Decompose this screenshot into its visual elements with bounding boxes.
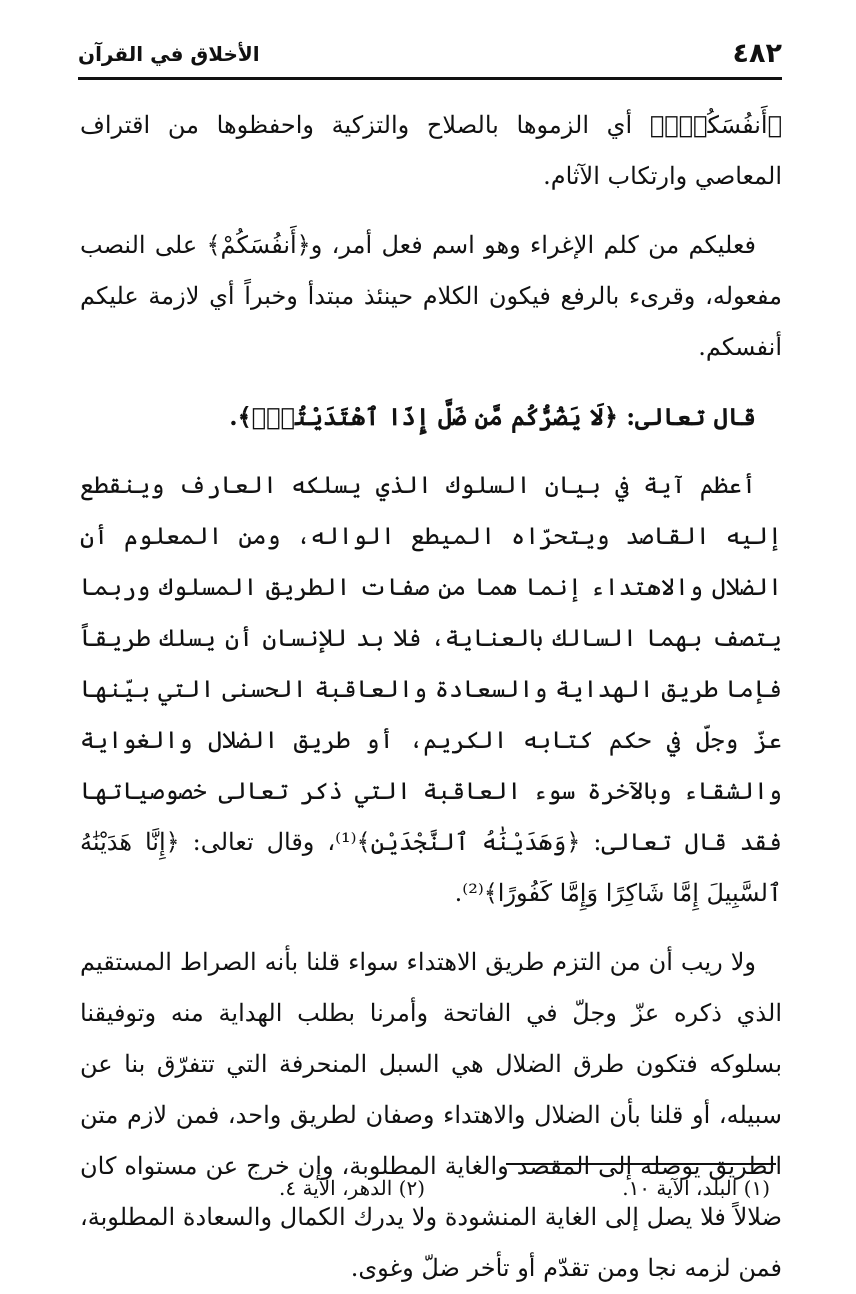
main-text — [80, 100, 782, 1294]
footnotes — [90, 1176, 770, 1210]
header-rule — [78, 77, 782, 80]
paragraph-4: ولا ريب أن من التزم طريق الاهتداء سواء قلنا بأنه الصراط المستقيم الذي ذكره عزّ وجلّ في الفاتحة وأمرنا بطلب الهداية منه وتوفيقنا بسلوكه فتكون طرق الضلال هي السبل المنحرفة التي تتفرّق بنا عن سبيله، أو قلنا بأن الضلال والاهتداء وصفان لطريق واحد، فمن لازم متن الطريق يوصله إلى المقصد والغاية المطلوبة، وإن خرج عن مستواه كان ضلالاً فلا يصل إلى الغاية المنشودة ولا يدرك الكمال والسعادة المطلوبة، فمن لزمه نجا ومن تقدّم أو تأخر ضلّ وغوى. — [80, 948, 783, 1282]
footnote-separator — [506, 1163, 776, 1165]
paragraph-1: ﴿أَنفُسَكُمْۖ﴾ أي الزموها بالصلاح والتزكية واحفظوها من اقتراف المعاصي وارتكاب الآثام. — [80, 111, 782, 190]
page-header — [78, 36, 782, 80]
footnote-2: (٢) الدهر، الآية ٤. — [279, 1176, 425, 1200]
page-number: ٤٨٢ — [732, 38, 782, 69]
paragraph-3: أعظم آية في بيان السلوك الذي يسلكه العارف وينقطع إليه القاصد ويتحرّاه الميطع الواله، ومن المعلوم أن الضلال والاهتداء إنما هما من صفات الطريق المسلوك وربما يتصف بهما السالك بالعناية، فلا بد للإنسان أن يسلك طريقاً فإما طريق الهداية والسعادة والعاقبة الحسنى التي بيّنها عزّ وجلّ في حكم كتابه الكريم، أو طريق الضلال والغواية والشقاء وبالآخرة سوء العاقبة التي ذكر تعالى خصوصياتها فقد قال تعالى: ﴿وَهَدَيْنَٰهُ ٱلنَّجْدَيْنِ﴾⁽¹⁾، وقال تعالى: ﴿إِنَّا هَدَيْنَٰهُ ٱلسَّبِيلَ إِمَّا شَاكِرًا وَإِمَّا كَفُورًا﴾⁽²⁾. — [80, 471, 782, 907]
paragraph-2: فعليكم من كلم الإغراء وهو اسم فعل أمر، و﴿أَنفُسَكُمْ﴾ على النصب مفعوله، وقرىء بالرفع فيكون الكلام حينئذ مبتدأ وخبراً أي لازمة عليكم أنفسكم. — [80, 231, 782, 361]
footnote-1: (١) البلد، الآية ١٠. — [622, 1176, 770, 1200]
verse-heading: قال تعالى: ﴿لَا يَضُرُّكُم مَّن ضَلَّ إِذَا ٱهْتَدَيْتُمْۚ﴾. — [229, 402, 756, 431]
running-title: الأخلاق في القرآن — [78, 42, 260, 66]
